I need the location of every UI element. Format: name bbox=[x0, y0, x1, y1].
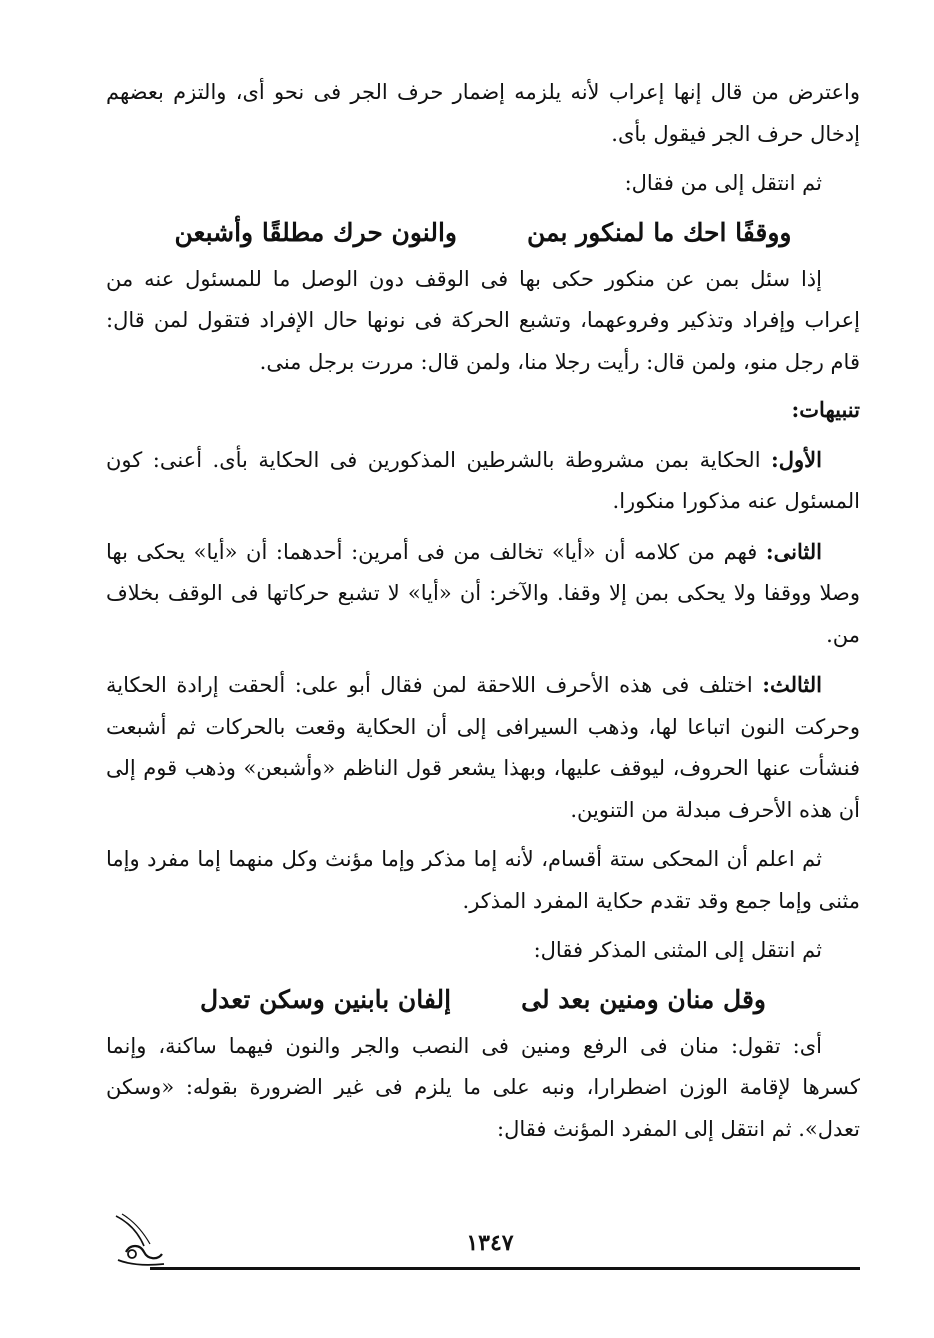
note-2-lead: الثانى: bbox=[765, 538, 822, 564]
verse-1-second-hemistich: والنون حرك مطلقًا وأشبعن bbox=[174, 217, 457, 247]
note-3 bbox=[106, 664, 860, 831]
note-3-lead: الثالث: bbox=[762, 672, 822, 697]
paragraph-6: أى: تقول: منان فى الرفع ومنين فى النصب والجر والنون فيهما ساكنة، وإنما كسرها لإقامة الوزن اضطرارا، ونبه على ما يلزم فى غير الضرورة بقوله: «وسكن تعدل». ثم انتقل إلى المفرد المؤنث فقال: bbox=[106, 1033, 860, 1141]
paragraph-3: إذا سئل بمن عن منكور حكى بها فى الوقف دون الوصل ما للمسئول عنه من إعراب وإفراد وتذكير وفروعهما، وتشبع الحركة فى نونها حال الإفراد فتقول لمن قال: قام رجل منو، ولمن قال: رأيت رجلا منا، ولمن قال: مررت برجل منى. bbox=[106, 266, 860, 374]
section-heading: تنبيهات: bbox=[791, 397, 860, 422]
page-number: ١٣٤٧ bbox=[466, 1230, 514, 1256]
note-2 bbox=[106, 531, 860, 657]
note-2-text: فهم من كلامه أن «أيا» تخالف من فى أمرين: أحدهما: أن «أيا» يحكى بها وصلا ووقفا ولا يحكى بمن إلا وقفا. والآخر: أن «أيا» لا تشبع حركاتها فى الوقف بخلاف من. bbox=[106, 539, 860, 647]
verse-2 bbox=[106, 976, 860, 1024]
publisher-mark-icon bbox=[108, 1208, 168, 1272]
paragraph-2: ثم انتقل إلى من فقال: bbox=[624, 171, 822, 195]
page-body bbox=[106, 72, 860, 1150]
note-3-text: اختلف فى هذه الأحرف اللاحقة لمن فقال أبو على: ألحقت إرادة الحكاية وحركت النون اتباعا لها، وذهب السيرافى إلى أن الحكاية وقعت بالحركات ثم أشبعت فنشأت عنها الحروف، ليوقف عليها، وبهذا يشعر قول الناظم «وأشبعن» وذهب قوم إلى أن هذه الأحرف مبدلة من التنوين. bbox=[106, 673, 860, 822]
paragraph-1: واعترض من قال إنها إعراب لأنه يلزمه إضمار حرف الجر فى نحو أى، والتزم بعضهم إدخال حرف الجر فيقول بأى. bbox=[106, 80, 860, 146]
paragraph-5: ثم انتقل إلى المثنى المذكر فقال: bbox=[533, 938, 822, 962]
verse-1 bbox=[106, 209, 860, 257]
verse-1-first-hemistich: ووقفًا احك ما لمنكور بمن bbox=[526, 217, 792, 247]
note-1-text: الحكاية بمن مشروطة بالشرطين المذكورين فى الحكاية بأى. أعنى: كون المسئول عنه مذكورا منكورا. bbox=[106, 447, 860, 513]
verse-2-first-hemistich: وقل منان ومنين بعد لى bbox=[521, 984, 766, 1014]
verse-2-second-hemistich: إلفان بابنين وسكن تعدل bbox=[200, 984, 452, 1014]
paragraph-4: ثم اعلم أن المحكى ستة أقسام، لأنه إما مذكر وإما مؤنث وكل منهما إما مفرد وإما مثنى وإما جمع وقد تقدم حكاية المفرد المذكر. bbox=[106, 847, 860, 913]
footer-rule bbox=[150, 1267, 860, 1270]
note-1-lead: الأول: bbox=[771, 446, 822, 472]
note-1 bbox=[106, 439, 860, 523]
